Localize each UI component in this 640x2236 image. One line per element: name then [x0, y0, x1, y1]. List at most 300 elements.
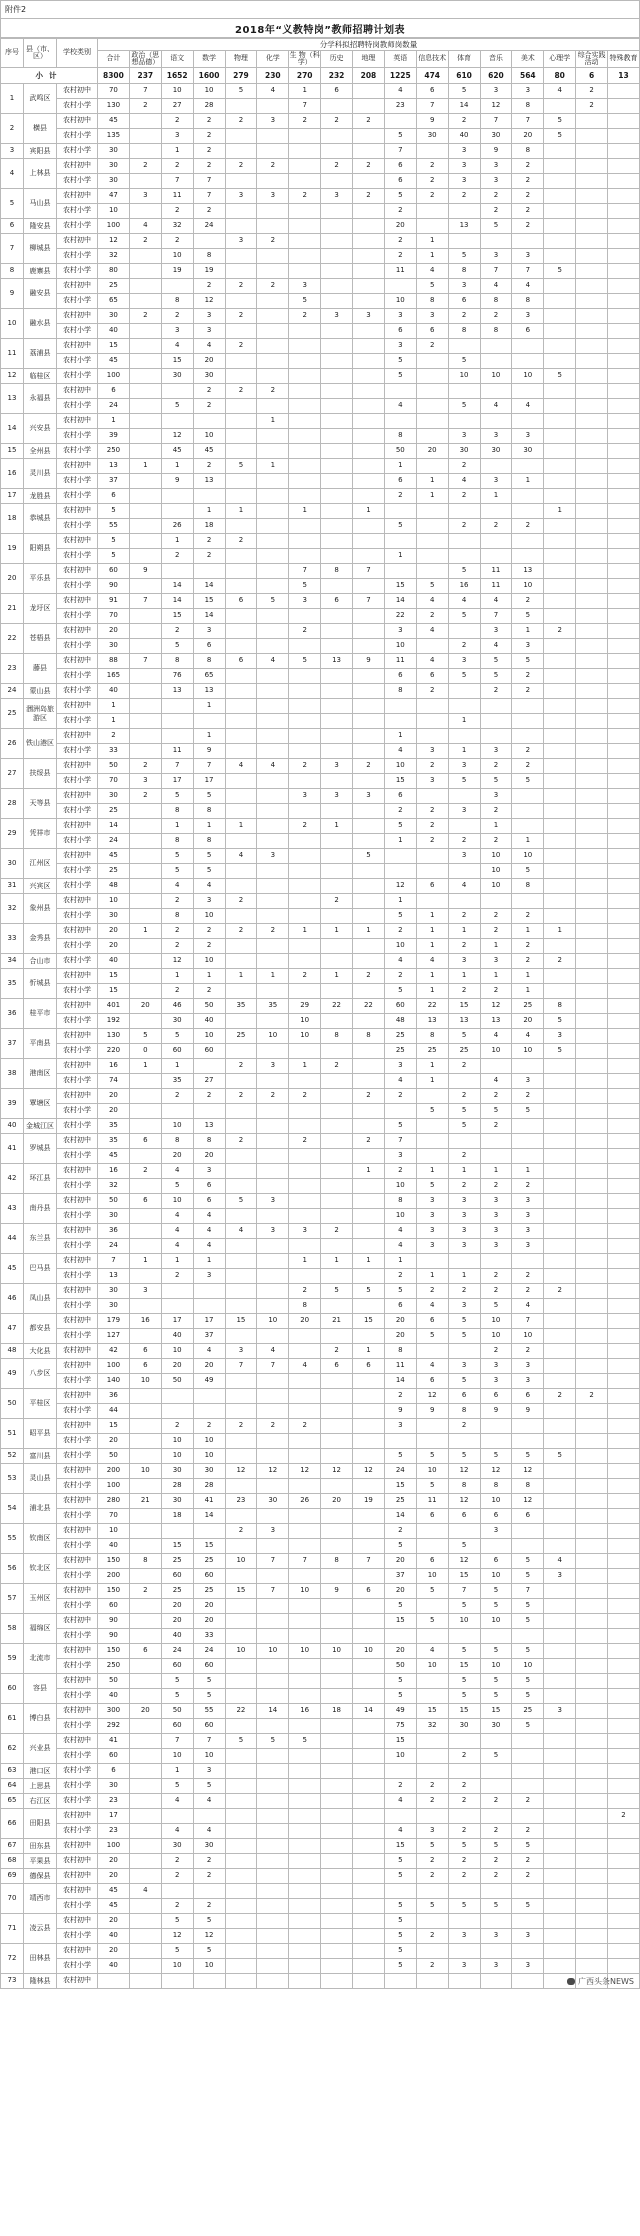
- row-subject-value: [353, 1449, 385, 1464]
- row-subject-value: 2: [448, 189, 480, 204]
- table-row[interactable]: [1, 1554, 640, 1569]
- row-subject-value: [129, 1719, 161, 1734]
- table-row[interactable]: [1, 1479, 640, 1494]
- table-row[interactable]: [1, 684, 640, 699]
- row-subject-value: 3: [544, 1569, 576, 1584]
- row-subject-value: [289, 1179, 321, 1194]
- row-index: 57: [1, 1584, 24, 1614]
- row-subject-value: 20: [384, 219, 416, 234]
- row-subject-value: 12: [193, 1929, 225, 1944]
- table-row[interactable]: [1, 1029, 640, 1044]
- row-index: 54: [1, 1494, 24, 1524]
- row-subject-value: 20: [193, 354, 225, 369]
- row-subject-value: [257, 1659, 289, 1674]
- row-subject-value: 5: [448, 1374, 480, 1389]
- row-subject-value: [321, 1434, 353, 1449]
- table-row[interactable]: [1, 894, 640, 909]
- row-index: 59: [1, 1644, 24, 1674]
- row-subject-value: [257, 549, 289, 564]
- row-county: 平乐县: [24, 564, 57, 594]
- row-subject-value: [416, 1974, 448, 1989]
- row-subject-value: [576, 1959, 608, 1974]
- row-subject-value: 10: [129, 1464, 161, 1479]
- row-subject-value: 4: [480, 639, 512, 654]
- row-subject-value: 1: [512, 984, 544, 999]
- row-school-type: 农村小学: [57, 399, 98, 414]
- row-subject-value: 5: [512, 609, 544, 624]
- table-row[interactable]: [1, 1314, 640, 1329]
- row-county: 都安县: [24, 1314, 57, 1344]
- header-subject-practice: 综合实践活动: [577, 50, 606, 66]
- row-subject-value: [353, 864, 385, 879]
- row-subject-value: [608, 894, 640, 909]
- table-row[interactable]: [1, 279, 640, 294]
- table-row[interactable]: [1, 129, 640, 144]
- row-subject-value: 8: [321, 1029, 353, 1044]
- table-row[interactable]: [1, 849, 640, 864]
- row-subject-value: [576, 1689, 608, 1704]
- row-subject-value: 2: [225, 1059, 257, 1074]
- table-row[interactable]: [1, 444, 640, 459]
- row-subject-value: 3: [512, 1239, 544, 1254]
- row-subject-value: [544, 1119, 576, 1134]
- row-subject-value: 8: [384, 429, 416, 444]
- table-row[interactable]: [1, 1464, 640, 1479]
- row-subject-value: [512, 384, 544, 399]
- table-row[interactable]: [1, 984, 640, 999]
- row-total: 40: [98, 1689, 130, 1704]
- row-subject-value: [384, 1764, 416, 1779]
- row-subject-value: 32: [416, 1719, 448, 1734]
- row-subject-value: [544, 609, 576, 624]
- row-subject-value: 5: [193, 864, 225, 879]
- table-row[interactable]: [1, 1719, 640, 1734]
- row-subject-value: 5: [384, 519, 416, 534]
- row-total: 1: [98, 714, 130, 729]
- table-row[interactable]: [1, 174, 640, 189]
- table-row[interactable]: [1, 84, 640, 99]
- table-row[interactable]: [1, 1074, 640, 1089]
- table-row[interactable]: [1, 144, 640, 159]
- table-row[interactable]: [1, 1254, 640, 1269]
- table-row[interactable]: [1, 1404, 640, 1419]
- table-row[interactable]: [1, 1284, 640, 1299]
- table-row[interactable]: [1, 924, 640, 939]
- row-subject-value: [608, 354, 640, 369]
- row-subject-value: [289, 1674, 321, 1689]
- row-subject-value: 7: [129, 84, 161, 99]
- table-row[interactable]: [1, 1194, 640, 1209]
- table-row[interactable]: [1, 834, 640, 849]
- row-subject-value: 2: [193, 114, 225, 129]
- table-row[interactable]: [1, 1179, 640, 1194]
- row-subject-value: 7: [161, 174, 193, 189]
- table-row[interactable]: [1, 1764, 640, 1779]
- row-index: 65: [1, 1794, 24, 1809]
- row-subject-value: 6: [321, 84, 353, 99]
- table-row[interactable]: [1, 1044, 640, 1059]
- row-subject-value: 5: [225, 1734, 257, 1749]
- row-subject-value: 3: [448, 174, 480, 189]
- row-subject-value: 5: [512, 864, 544, 879]
- row-subject-value: [608, 1419, 640, 1434]
- table-row[interactable]: [1, 1299, 640, 1314]
- table-row[interactable]: [1, 1839, 640, 1854]
- row-subject-value: 3: [480, 249, 512, 264]
- row-index: 38: [1, 1059, 24, 1089]
- row-school-type: 农村初中: [57, 1359, 98, 1374]
- table-row[interactable]: [1, 1359, 640, 1374]
- table-row[interactable]: [1, 1224, 640, 1239]
- table-row[interactable]: [1, 114, 640, 129]
- table-row[interactable]: [1, 1239, 640, 1254]
- row-subject-value: [512, 459, 544, 474]
- row-subject-value: [129, 534, 161, 549]
- row-subject-value: 30: [161, 1014, 193, 1029]
- table-row[interactable]: [1, 1119, 640, 1134]
- row-subject-value: [512, 804, 544, 819]
- row-subject-value: [225, 444, 257, 459]
- table-row[interactable]: [1, 519, 640, 534]
- table-row[interactable]: [1, 1134, 640, 1149]
- row-subject-value: 12: [353, 1464, 385, 1479]
- row-subject-value: 10: [512, 579, 544, 594]
- table-row[interactable]: [1, 639, 640, 654]
- row-subject-value: [544, 1194, 576, 1209]
- row-subject-value: [576, 1299, 608, 1314]
- table-row[interactable]: [1, 1509, 640, 1524]
- table-row[interactable]: [1, 1089, 640, 1104]
- table-row[interactable]: [1, 354, 640, 369]
- table-row[interactable]: [1, 1059, 640, 1074]
- row-subject-value: 3: [129, 1284, 161, 1299]
- table-row[interactable]: [1, 189, 640, 204]
- table-row[interactable]: [1, 1944, 640, 1959]
- table-row[interactable]: [1, 579, 640, 594]
- table-row[interactable]: [1, 459, 640, 474]
- row-subject-value: [353, 954, 385, 969]
- row-subject-value: 3: [448, 144, 480, 159]
- row-subject-value: 10: [193, 1449, 225, 1464]
- row-subject-value: [416, 219, 448, 234]
- row-subject-value: [321, 264, 353, 279]
- table-row[interactable]: [1, 969, 640, 984]
- row-subject-value: [353, 1824, 385, 1839]
- row-school-type: 农村小学: [57, 1104, 98, 1119]
- row-subject-value: 1: [353, 504, 385, 519]
- table-row[interactable]: [1, 429, 640, 444]
- table-row[interactable]: [1, 1329, 640, 1344]
- row-subject-value: [480, 1764, 512, 1779]
- table-row[interactable]: [1, 1734, 640, 1749]
- row-subject-value: 2: [384, 1389, 416, 1404]
- row-subject-value: 2: [289, 1089, 321, 1104]
- table-row[interactable]: [1, 1209, 640, 1224]
- row-subject-value: [321, 1389, 353, 1404]
- table-row[interactable]: [1, 1374, 640, 1389]
- row-subject-value: 3: [321, 759, 353, 774]
- table-row[interactable]: [1, 744, 640, 759]
- table-row[interactable]: [1, 534, 640, 549]
- row-subject-value: 5: [480, 1899, 512, 1914]
- row-subject-value: 10: [384, 759, 416, 774]
- row-subject-value: 12: [384, 879, 416, 894]
- row-subject-value: 5: [544, 1044, 576, 1059]
- row-index: 56: [1, 1554, 24, 1584]
- table-row[interactable]: [1, 159, 640, 174]
- row-subject-value: [257, 174, 289, 189]
- row-subject-value: 7: [161, 1734, 193, 1749]
- row-subject-value: [480, 1419, 512, 1434]
- row-subject-value: 8: [129, 1554, 161, 1569]
- row-school-type: 农村初中: [57, 1224, 98, 1239]
- row-total: 20: [98, 624, 130, 639]
- table-row[interactable]: [1, 669, 640, 684]
- row-subject-value: [576, 579, 608, 594]
- table-row[interactable]: [1, 1959, 640, 1974]
- row-subject-value: [193, 489, 225, 504]
- row-subject-value: 25: [512, 1704, 544, 1719]
- table-row[interactable]: [1, 789, 640, 804]
- row-school-type: 农村小学: [57, 639, 98, 654]
- table-row[interactable]: [1, 1899, 640, 1914]
- row-subject-value: [225, 354, 257, 369]
- row-subject-value: [257, 879, 289, 894]
- table-row[interactable]: [1, 909, 640, 924]
- table-row[interactable]: [1, 339, 640, 354]
- table-row[interactable]: [1, 1539, 640, 1554]
- row-subject-value: 5: [448, 1329, 480, 1344]
- table-row[interactable]: [1, 564, 640, 579]
- table-row[interactable]: [1, 609, 640, 624]
- table-row[interactable]: [1, 594, 640, 609]
- table-row[interactable]: [1, 324, 640, 339]
- row-subject-value: 16: [129, 1314, 161, 1329]
- row-subject-value: [321, 519, 353, 534]
- row-subject-value: [353, 1569, 385, 1584]
- table-row[interactable]: [1, 249, 640, 264]
- table-row[interactable]: [1, 549, 640, 564]
- row-total: 40: [98, 1929, 130, 1944]
- table-row[interactable]: [1, 309, 640, 324]
- table-row[interactable]: [1, 1809, 640, 1824]
- row-total: 50: [98, 759, 130, 774]
- row-subject-value: 3: [193, 894, 225, 909]
- row-total: 45: [98, 1149, 130, 1164]
- row-subject-value: 2: [161, 984, 193, 999]
- table-row[interactable]: [1, 99, 640, 114]
- row-subject-value: [321, 849, 353, 864]
- table-row[interactable]: [1, 1569, 640, 1584]
- row-subject-value: [321, 579, 353, 594]
- table-row[interactable]: [1, 729, 640, 744]
- row-subject-value: [129, 1929, 161, 1944]
- row-subject-value: 5: [353, 849, 385, 864]
- row-subject-value: 18: [161, 1509, 193, 1524]
- row-school-type: 农村小学: [57, 1569, 98, 1584]
- table-row[interactable]: [1, 1824, 640, 1839]
- table-row[interactable]: [1, 1419, 640, 1434]
- table-row[interactable]: [1, 1149, 640, 1164]
- table-row[interactable]: [1, 654, 640, 669]
- table-row[interactable]: [1, 1269, 640, 1284]
- table-row[interactable]: [1, 294, 640, 309]
- table-row[interactable]: [1, 1344, 640, 1359]
- table-row[interactable]: [1, 1974, 640, 1989]
- row-subject-value: [129, 1299, 161, 1314]
- table-row[interactable]: [1, 399, 640, 414]
- row-school-type: 农村初中: [57, 564, 98, 579]
- row-subject-value: 1: [448, 969, 480, 984]
- table-row[interactable]: [1, 1614, 640, 1629]
- table-row[interactable]: [1, 879, 640, 894]
- row-subject-value: [289, 339, 321, 354]
- row-subject-value: 2: [289, 759, 321, 774]
- subtotal-value: 564: [512, 68, 544, 84]
- row-county: 忻城县: [24, 969, 57, 999]
- row-subject-value: 3: [416, 1209, 448, 1224]
- table-row[interactable]: [1, 504, 640, 519]
- row-subject-value: [321, 909, 353, 924]
- row-subject-value: [480, 894, 512, 909]
- row-subject-value: [353, 1914, 385, 1929]
- table-row[interactable]: [1, 699, 640, 714]
- table-row[interactable]: [1, 474, 640, 489]
- table-row[interactable]: [1, 1704, 640, 1719]
- row-subject-value: [512, 549, 544, 564]
- row-subject-value: [257, 264, 289, 279]
- row-subject-value: [257, 1539, 289, 1554]
- table-row[interactable]: [1, 804, 640, 819]
- row-subject-value: [289, 804, 321, 819]
- table-row[interactable]: [1, 1449, 640, 1464]
- row-subject-value: 4: [416, 654, 448, 669]
- row-subject-value: 10: [353, 1644, 385, 1659]
- table-row[interactable]: [1, 1854, 640, 1869]
- table-row[interactable]: [1, 954, 640, 969]
- row-subject-value: 10: [161, 249, 193, 264]
- row-subject-value: 2: [480, 1794, 512, 1809]
- row-subject-value: [416, 369, 448, 384]
- row-subject-value: 17: [193, 1314, 225, 1329]
- table-row[interactable]: [1, 1884, 640, 1899]
- row-total: 30: [98, 789, 130, 804]
- table-row[interactable]: [1, 1659, 640, 1674]
- row-subject-value: [289, 849, 321, 864]
- row-subject-value: 20: [193, 1599, 225, 1614]
- table-row[interactable]: [1, 1434, 640, 1449]
- row-subject-value: [225, 1974, 257, 1989]
- row-subject-value: 4: [416, 1644, 448, 1659]
- row-subject-value: [608, 504, 640, 519]
- row-subject-value: [353, 699, 385, 714]
- table-row[interactable]: [1, 1644, 640, 1659]
- table-row[interactable]: [1, 384, 640, 399]
- row-subject-value: [448, 1074, 480, 1089]
- table-row[interactable]: [1, 219, 640, 234]
- table-row[interactable]: [1, 624, 640, 639]
- table-row[interactable]: [1, 414, 640, 429]
- table-row[interactable]: [1, 1389, 640, 1404]
- row-subject-value: 10: [384, 1179, 416, 1194]
- table-row[interactable]: [1, 999, 640, 1014]
- table-row[interactable]: [1, 819, 640, 834]
- table-row[interactable]: [1, 1629, 640, 1644]
- table-row[interactable]: [1, 1749, 640, 1764]
- row-subject-value: [161, 1389, 193, 1404]
- table-row[interactable]: [1, 714, 640, 729]
- table-row[interactable]: [1, 1914, 640, 1929]
- table-row[interactable]: [1, 1929, 640, 1944]
- row-school-type: 农村初中: [57, 309, 98, 324]
- row-subject-value: [129, 1809, 161, 1824]
- table-row[interactable]: [1, 1779, 640, 1794]
- row-subject-value: [576, 354, 608, 369]
- table-row[interactable]: [1, 864, 640, 879]
- table-row[interactable]: [1, 1164, 640, 1179]
- row-subject-value: [512, 1254, 544, 1269]
- row-total: 15: [98, 1419, 130, 1434]
- row-total: 250: [98, 444, 130, 459]
- row-subject-value: [257, 1299, 289, 1314]
- table-row[interactable]: [1, 1689, 640, 1704]
- row-county: 龙圩区: [24, 594, 57, 624]
- row-subject-value: 23: [225, 1494, 257, 1509]
- row-subject-value: 1: [416, 909, 448, 924]
- table-row[interactable]: [1, 1014, 640, 1029]
- row-subject-value: [289, 1329, 321, 1344]
- row-subject-value: 2: [512, 954, 544, 969]
- row-subject-value: [129, 1944, 161, 1959]
- table-row[interactable]: [1, 1674, 640, 1689]
- table-row[interactable]: [1, 204, 640, 219]
- table-row[interactable]: [1, 264, 640, 279]
- row-subject-value: [608, 1314, 640, 1329]
- row-subject-value: [576, 1884, 608, 1899]
- row-subject-value: 5: [448, 609, 480, 624]
- table-row[interactable]: [1, 774, 640, 789]
- table-row[interactable]: [1, 1494, 640, 1509]
- row-subject-value: [193, 1299, 225, 1314]
- row-school-type: 农村初中: [57, 699, 98, 714]
- row-total: 40: [98, 1959, 130, 1974]
- table-row[interactable]: [1, 1584, 640, 1599]
- table-row[interactable]: [1, 234, 640, 249]
- row-subject-value: 11: [384, 654, 416, 669]
- row-total: 20: [98, 1944, 130, 1959]
- row-school-type: 农村初中: [57, 1464, 98, 1479]
- row-subject-value: [289, 1239, 321, 1254]
- row-subject-value: 1: [353, 1344, 385, 1359]
- row-subject-value: [512, 234, 544, 249]
- table-row[interactable]: [1, 1104, 640, 1119]
- row-subject-value: 2: [225, 534, 257, 549]
- table-row[interactable]: [1, 759, 640, 774]
- table-row[interactable]: [1, 1599, 640, 1614]
- row-county: 融安县: [24, 279, 57, 309]
- row-subject-value: [321, 1329, 353, 1344]
- row-subject-value: [544, 534, 576, 549]
- table-row[interactable]: [1, 489, 640, 504]
- row-subject-value: [353, 1614, 385, 1629]
- row-school-type: 农村小学: [57, 1374, 98, 1389]
- row-subject-value: 5: [384, 1449, 416, 1464]
- table-row[interactable]: [1, 1524, 640, 1539]
- table-row[interactable]: [1, 369, 640, 384]
- table-row[interactable]: [1, 939, 640, 954]
- table-row[interactable]: [1, 1869, 640, 1884]
- table-row[interactable]: [1, 1794, 640, 1809]
